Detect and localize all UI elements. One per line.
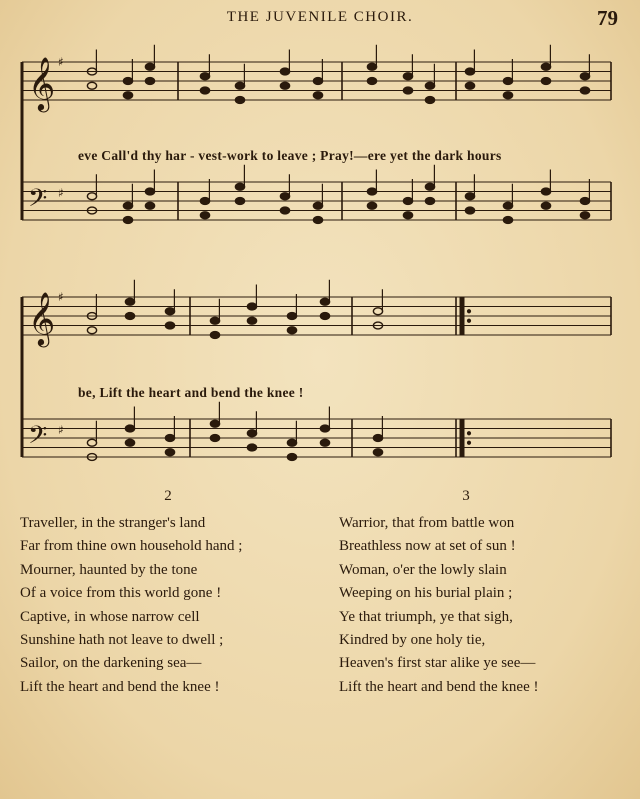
note-head: [235, 198, 244, 205]
note-head: [287, 439, 296, 446]
note-head: [373, 435, 382, 442]
stanza-line: Mourner, haunted by the tone: [20, 561, 198, 578]
bass-clef: 𝄢: [28, 184, 48, 219]
sharp-sign: ♯: [58, 186, 64, 200]
note-head: [503, 202, 512, 209]
note-head: [425, 198, 434, 205]
note-head: [125, 439, 134, 446]
stanza-line: Traveller, in the stranger's land: [20, 515, 206, 531]
note-head: [313, 202, 322, 209]
sharp-sign: ♯: [58, 290, 64, 304]
note-head: [200, 212, 209, 219]
note-head: [580, 73, 589, 80]
stanza-line: Weeping on his burial plain ;: [339, 585, 513, 602]
note-head: [320, 313, 329, 320]
note-head: [465, 207, 474, 214]
stanza-line: Captive, in whose narrow cell: [20, 608, 200, 625]
note-head: [313, 217, 322, 224]
bass-clef: 𝄢: [28, 421, 48, 456]
note-head: [87, 193, 96, 200]
note-head: [320, 439, 329, 446]
stanza-number-3: 3: [462, 488, 470, 504]
note-head: [165, 435, 174, 442]
lyrics-system-1: eve Call'd thy har - vest-work to leave ; Pray!—ere yet the dark hours: [78, 148, 502, 163]
note-head: [280, 207, 289, 214]
stanza-line: Warrior, that from battle won: [339, 515, 515, 531]
lyrics-system-2: be, Lift the heart and bend the knee !: [78, 385, 304, 400]
note-head: [403, 73, 412, 80]
note-head: [580, 198, 589, 205]
note-head: [320, 298, 329, 305]
stanza-2: [20, 512, 242, 699]
note-head: [541, 188, 550, 195]
stanza-line: Kindred by one holy tie,: [339, 631, 486, 648]
note-head: [87, 82, 96, 89]
note-head: [580, 87, 589, 94]
note-head: [465, 68, 474, 75]
note-head: [200, 198, 209, 205]
note-head: [210, 332, 219, 339]
stanza-line: Lift the heart and bend the knee !: [339, 678, 539, 695]
note-head: [465, 193, 474, 200]
note-head: [425, 82, 434, 89]
note-head: [425, 97, 434, 104]
note-head: [247, 444, 256, 451]
note-head: [247, 303, 256, 310]
note-head: [503, 92, 512, 99]
repeat-dot: [467, 432, 470, 435]
page-number: 79: [597, 6, 618, 30]
note-head: [235, 183, 244, 190]
note-head: [367, 78, 376, 85]
note-head: [465, 82, 474, 89]
note-head: [503, 217, 512, 224]
running-head: THE JUVENILE CHOIR.: [226, 9, 414, 25]
note-head: [373, 449, 382, 456]
note-head: [287, 454, 296, 461]
note-head: [145, 188, 154, 195]
note-head: [123, 217, 132, 224]
stanza-line: Heaven's first star alike ye see—: [339, 655, 536, 672]
note-head: [165, 308, 174, 315]
treble-clef: 𝄞: [28, 56, 56, 110]
note-head: [200, 87, 209, 94]
note-head: [200, 73, 209, 80]
stanza-number-2: 2: [164, 488, 172, 504]
note-head: [373, 308, 382, 315]
note-head: [87, 439, 96, 446]
stanza-line: Of a voice from this world gone !: [20, 585, 222, 602]
note-head: [367, 63, 376, 70]
note-head: [287, 327, 296, 334]
sharp-sign: ♯: [58, 423, 64, 437]
note-head: [210, 435, 219, 442]
note-head: [313, 78, 322, 85]
stanza-line: Far from thine own household hand ;: [20, 538, 243, 555]
clefs: [28, 55, 64, 456]
repeat-dot: [467, 441, 470, 444]
note-head: [145, 78, 154, 85]
treble-clef: 𝄞: [28, 291, 56, 345]
note-head: [403, 87, 412, 94]
note-head: [367, 202, 376, 209]
sharp-sign: ♯: [58, 55, 64, 69]
note-head: [541, 78, 550, 85]
note-head: [165, 449, 174, 456]
repeat-dot: [467, 310, 470, 313]
note-head: [210, 317, 219, 324]
note-head: [123, 202, 132, 209]
note-head: [145, 63, 154, 70]
note-head: [541, 63, 550, 70]
note-head: [165, 322, 174, 329]
note-head: [145, 202, 154, 209]
note-head: [123, 92, 132, 99]
note-head: [210, 420, 219, 427]
note-head: [425, 183, 434, 190]
stanza-line: Lift the heart and bend the knee !: [20, 678, 220, 695]
note-head: [235, 82, 244, 89]
stanza-line: Breathless now at set of sun !: [339, 538, 516, 555]
note-head: [320, 425, 329, 432]
repeat-dot: [467, 319, 470, 322]
note-head: [247, 430, 256, 437]
stanza-line: Woman, o'er the lowly slain: [339, 561, 507, 578]
stanza-line: Sailor, on the darkening sea—: [20, 655, 202, 672]
note-head: [580, 212, 589, 219]
note-head: [280, 68, 289, 75]
note-head: [125, 313, 134, 320]
note-head: [403, 198, 412, 205]
note-head: [125, 425, 134, 432]
note-head: [313, 92, 322, 99]
note-head: [403, 212, 412, 219]
note-head: [247, 317, 256, 324]
note-head: [287, 313, 296, 320]
stanza-line: Ye that triumph, ye that sigh,: [339, 608, 513, 625]
stanza-3: [339, 512, 539, 699]
stanza-line: Sunshine hath not leave to dwell ;: [20, 631, 224, 648]
note-head: [87, 327, 96, 334]
note-head: [125, 298, 134, 305]
note-head: [235, 97, 244, 104]
note-head: [123, 78, 132, 85]
note-head: [280, 82, 289, 89]
note-head: [280, 193, 289, 200]
note-head: [367, 188, 376, 195]
note-head: [541, 202, 550, 209]
note-head: [503, 78, 512, 85]
